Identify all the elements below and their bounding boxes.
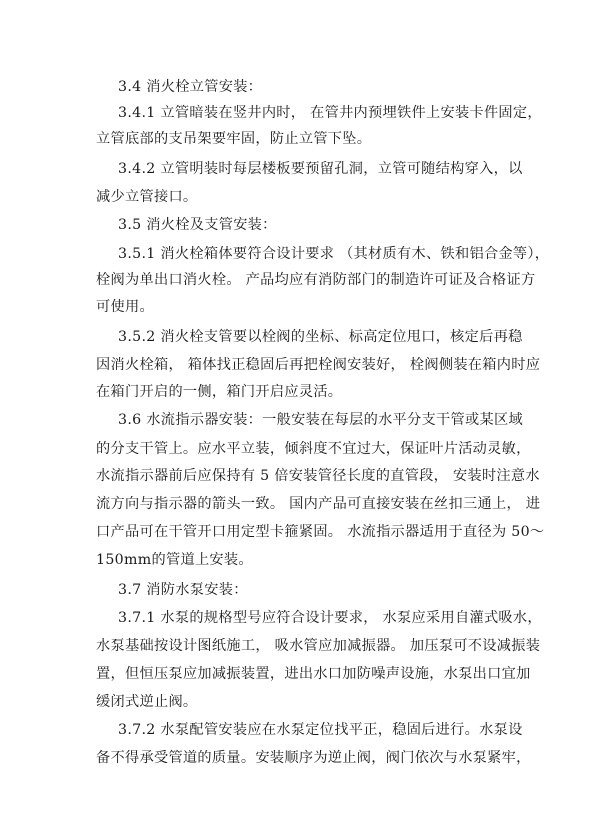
text-line: 在箱门开启的一侧，箱门开启应灵活。 xyxy=(96,384,343,400)
text-line: 水流指示器前后应保持有 5 倍安装管径长度的直管段， 安装时注意水 xyxy=(96,468,540,484)
text-line: 减少立管接口。 xyxy=(96,189,198,205)
text-line: 栓阀为单出口消火栓。 产品均应有消防部门的制造许可证及合格证方 xyxy=(96,272,536,288)
text-line: 3.4.1 立管暗装在竖井内时， 在管井内预埋铁件上安装卡件固定， xyxy=(118,105,542,121)
text-line: 置，但恒压泵应加减振装置，进出水口加防噪声设施，水泵出口宜加 xyxy=(96,666,531,682)
text-line: 流方向与指示器的箭头一致。 国内产品可直接安装在丝扣三通上， 进 xyxy=(96,496,541,512)
text-line: 缓闭式逆止阀。 xyxy=(96,694,198,710)
heading-3-6: 3.6 水流指示器安装：一般安装在每层的水平分支干管或某区域 xyxy=(118,412,523,428)
text-line: 立管底部的支吊架要牢固，防止立管下坠。 xyxy=(96,131,372,147)
text-line: 3.5.2 消火栓支管要以栓阀的坐标、标高定位甩口，核定后再稳 xyxy=(118,329,523,345)
text-line: 3.7.1 水泵的规格型号应符合设计要求， 水泵应采用自灌式吸水， xyxy=(118,610,542,626)
text-line: 3.4.2 立管明装时每层楼板要预留孔洞，立管可随结构穿入，以 xyxy=(118,161,523,177)
text-line: 3.5.1 消火栓箱体要符合设计要求 （其材质有木、铁和铝合金等）， xyxy=(118,246,550,262)
text-line: 3.7.2 水泵配管安装应在水泵定位找平正，稳固后进行。水泵设 xyxy=(118,722,523,738)
text-line: 口产品可在干管开口用定型卡箍紧固。 水流指示器适用于直径为 50～ xyxy=(96,524,545,540)
text-line: 备不得承受管道的质量。安装顺序为逆止阀，阀门依次与水泵紧牢， xyxy=(96,750,531,766)
text-line: 因消火栓箱， 箱体找正稳固后再把栓阀安装好， 栓阀侧装在箱内时应 xyxy=(96,357,541,373)
heading-3-4: 3.4 消火栓立管安装： xyxy=(118,79,263,95)
heading-3-5: 3.5 消火栓及支管安装： xyxy=(118,217,277,233)
heading-3-7: 3.7 消防水泵安装： xyxy=(118,582,248,598)
text-line: 可使用。 xyxy=(96,299,154,315)
text-line: 的分支干管上。应水平立装，倾斜度不宜过大，保证叶片活动灵敏， xyxy=(96,441,531,457)
text-line: 150mm的管道上安装。 xyxy=(96,552,253,568)
text-line: 水泵基础按设计图纸施工， 吸水管应加减振器。 加压泵可不设减振装 xyxy=(96,638,541,654)
